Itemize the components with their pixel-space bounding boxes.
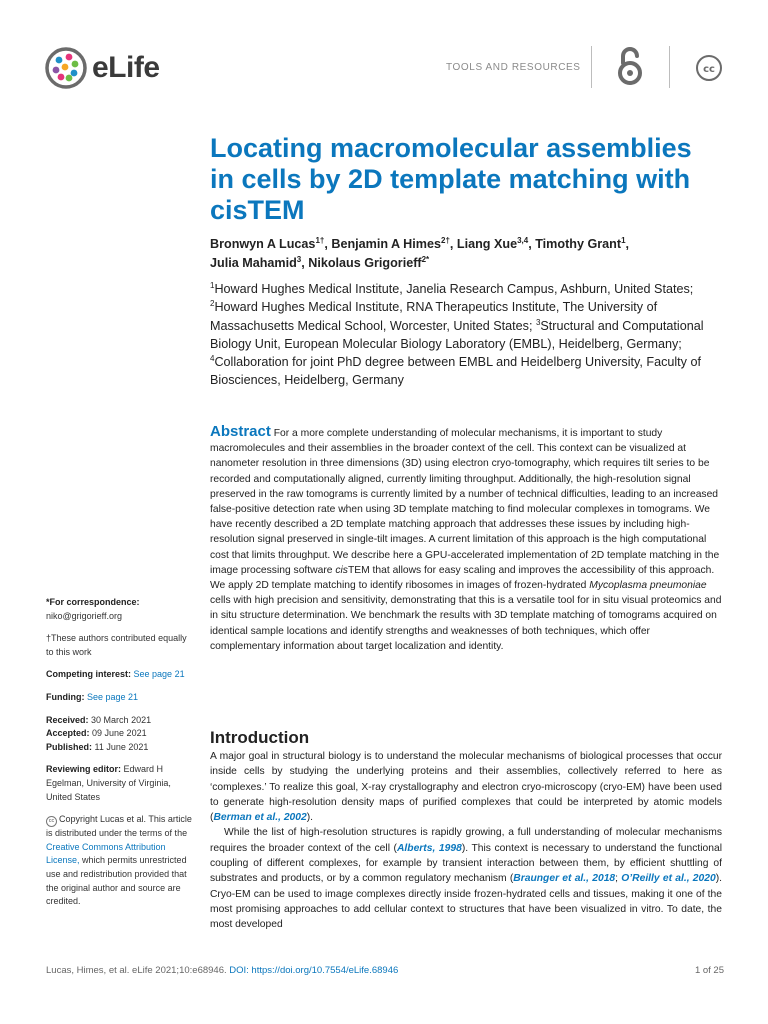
copyright-notice: cc Copyright Lucas et al. This article is distributed under the terms of the Creative Commons Attribution License, which permits unrestricted use and redistribution provided that the original author and source are credited. xyxy=(46,814,192,907)
equal-contribution-note: †These authors contributed equally to this work xyxy=(46,633,187,657)
author-list: Bronwyn A Lucas$^{1\dagger}$, Benjamin A Himes$^{2\dagger}$, Liang Xue$^{3,4}$, Timothy Grant$^1$, Julia Mahamid$^3$, Nikolaus Grigorieff$^{2*}$ xyxy=(210,235,630,270)
funding-link[interactable]: See page 21 xyxy=(87,691,139,702)
footer-citation: Lucas, Himes, et al. eLife 2021;10:e68946. DOI: https://doi.org/10.7554/eLife.68946 xyxy=(46,965,399,976)
svg-text:cc: cc xyxy=(703,64,715,75)
funding: Funding: See page 21 xyxy=(46,691,139,702)
open-access-lock-icon xyxy=(612,46,648,91)
citation-link[interactable]: Braunger et al., 2018 xyxy=(513,873,616,885)
article-type-label: TOOLS AND RESOURCES xyxy=(446,62,581,73)
creative-commons-icon xyxy=(695,54,723,87)
header-divider xyxy=(669,46,670,88)
introduction-heading: Introduction xyxy=(210,728,310,747)
citation-link[interactable]: Alberts, 1998 xyxy=(396,842,462,854)
doi-link[interactable]: DOI: https://doi.org/10.7554/eLife.68946 xyxy=(229,965,399,976)
author[interactable]: Liang Xue$^{3,4}$ xyxy=(456,235,529,251)
introduction-body xyxy=(210,749,722,933)
citation-link[interactable]: Berman et al., 2002 xyxy=(213,812,307,824)
paragraph: While the list of high-resolution structures is rapidly growing, a full understanding of molecular mechanisms requires the broader context of the cell (Alberts, 1998). This context is necessary to understand the functional coupling of different complexes, for example by transient interaction between them, by efficient shuttling of substrates and products, or by a common regulatory mechanism (Braunger et al., 2018; O’Reilly et al., 2020). Cryo-EM can be used to image complexes directly inside frozen-hydrated cells and tissues, making it one of the most promising approaches to add cellular context to structures that have been visualized in vitro. To date, the most developed xyxy=(210,827,723,931)
article-dates: Received: 30 March 2021 Accepted: 09 June 2021 Published: 11 June 2021 xyxy=(46,714,152,752)
competing-interest-link[interactable]: See page 21 xyxy=(133,669,185,680)
creative-commons-icon: cc xyxy=(46,816,57,827)
paragraph: A major goal in structural biology is to understand the molecular mechanisms of biological processes that occur inside cells by studying the underlying proteins and their assemblies, collectively referred to here as ‘complexes.’ To realize this goal, X-ray crystallography and electron cryo-microscopy (cryo-EM) have been used to generate high-resolution density maps of purified complexes that could be interpreted by atomic models (Berman et al., 2002). xyxy=(210,751,722,824)
journal-name: eLife xyxy=(92,51,160,84)
competing-interest: Competing interest: See page 21 xyxy=(46,669,185,680)
reviewing-editor: Reviewing editor: Edward H Egelman, University of Virginia, United States xyxy=(46,764,171,802)
abstract: Abstract For a more complete understanding of molecular mechanisms, it is important to study macromolecules and their assemblies in the broader context of the cell. This context can be visualized at nanometer resolution in three dimensions (3D) using electron cryo-tomography, which requires tilt series to be recorded and computationally aligned, currently limiting throughput. Additionally, the high-resolution signal preserved in the raw tomograms is currently limited by a number of technical difficulties, leading to an increased false-positive detection rate when using 3D template matching to find molecular complexes in tomograms. We have recently described a 2D template matching approach that addresses these issues by including high-resolution signal preserved in single-tilt images. A current limitation of this approach is the high computational cost that limits throughput. We describe here a GPU-accelerated implementation of 2D template matching in the image processing software cisTEM that allows for easy scaling and improves the accessibility of this approach. We apply 2D template matching to identify ribosomes in images of frozen-hydrated Mycoplasma pneumoniae cells with high precision and sensitivity, demonstrating that this is a versatile tool for in situ visual proteomics and in situ structure determination. We benchmark the results with 3D template matching of tomograms acquired on identical sample locations and identify strengths and weaknesses of both techniques, which offer complementary information about target localization and identity. xyxy=(210,423,722,652)
affiliations: $^1$Howard Hughes Medical Institute, Janelia Research Campus, Ashburn, United States; $^2$Howard Hughes Medical Institute, RNA Therapeutics Institute, The University of Massachusetts Medical School, Worcester, United States; $^3$Structural and Computational Biology Unit, European Molecular Biology Laboratory (EMBL), Heidelberg, Germany; $^4$Collaboration for joint PhD degree between EMBL and Heidelberg University, Faculty of Biosciences, Heidelberg, Germany xyxy=(210,280,704,388)
elife-logo[interactable] xyxy=(44,44,160,92)
author[interactable]: Julia Mahamid$^3$ xyxy=(210,254,302,270)
author[interactable]: Nikolaus Grigorieff$^{2*}$ xyxy=(308,254,430,270)
correspondence: *For correspondence: niko@grigorieff.org xyxy=(46,596,194,623)
citation-link[interactable]: O’Reilly et al., 2020 xyxy=(621,873,716,885)
article-title: Locating macromolecular assemblies in cells by 2D template matching with cisTEM xyxy=(210,133,692,225)
author[interactable]: Bronwyn A Lucas$^{1\dagger}$ xyxy=(210,235,325,251)
license-link[interactable]: Creative Commons Attribution License, xyxy=(46,841,166,866)
abstract-heading: Abstract xyxy=(210,423,271,440)
elife-logo-icon xyxy=(44,46,88,90)
author[interactable]: Timothy Grant$^1$ xyxy=(535,235,626,251)
correspondence-email[interactable]: niko@grigorieff.org xyxy=(46,610,123,621)
page-number: 1 of 25 xyxy=(694,965,724,976)
author[interactable]: Benjamin A Himes$^{2\dagger}$ xyxy=(331,235,450,251)
article-sidebar xyxy=(46,596,194,918)
header-divider xyxy=(591,46,592,88)
